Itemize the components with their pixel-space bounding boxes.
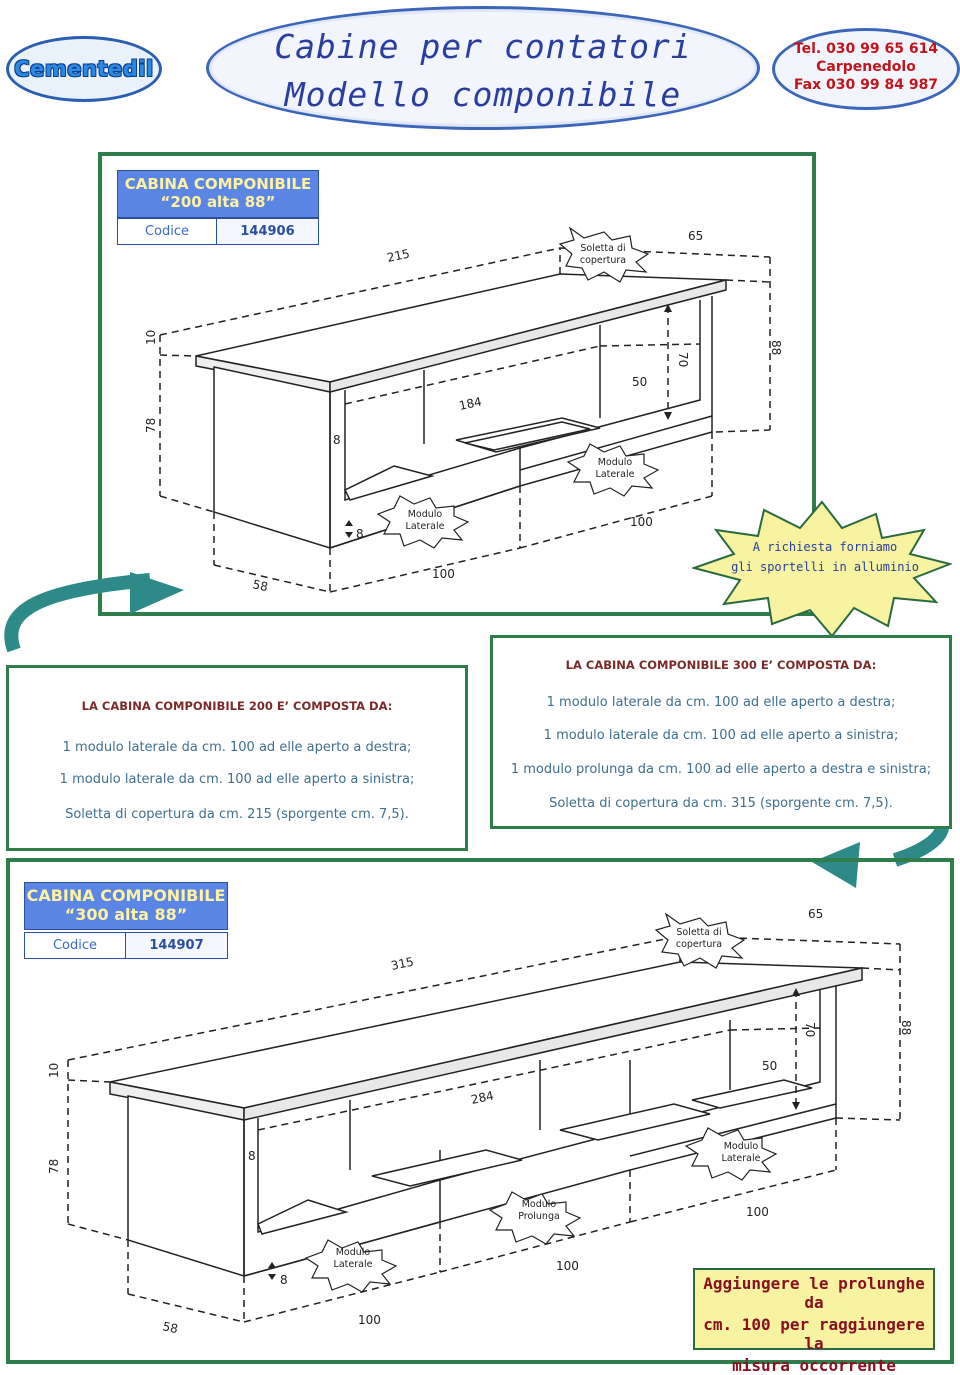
desc-300-line-3: 1 modulo prolunga da cm. 100 ad elle aperto a destra e sinistra; bbox=[510, 762, 932, 777]
desc-200-box bbox=[6, 665, 468, 851]
left-module-face bbox=[214, 367, 330, 548]
starburst-line-2: gli sportelli in alluminio bbox=[731, 560, 919, 574]
desc-200-line-1: 1 modulo laterale da cm. 100 ad elle aperto a destra; bbox=[62, 740, 412, 755]
page-subtitle: Modello componibile bbox=[284, 75, 682, 114]
dim-base-depth: 58 bbox=[251, 577, 270, 595]
dim-300-length: 315 bbox=[389, 954, 416, 973]
phone-number: Tel. 030 99 65 614 bbox=[793, 41, 939, 57]
slab-top bbox=[196, 274, 726, 382]
note-box bbox=[693, 1268, 935, 1375]
dim-300-wall: 8 bbox=[248, 1149, 256, 1163]
dim-300-module-c: 100 bbox=[746, 1205, 769, 1219]
desc-200-line-2: 1 modulo laterale da cm. 100 ad elle aperto a sinistra; bbox=[59, 772, 415, 787]
dim-top-thickness: 10 bbox=[144, 329, 158, 345]
code-label: Codice bbox=[118, 219, 217, 244]
slab-label: Soletta di copertura bbox=[579, 243, 627, 266]
module-side-label-300-1: Modulo Laterale bbox=[721, 1141, 761, 1164]
module-side-label-300-2: Modulo Laterale bbox=[333, 1247, 373, 1270]
dim-300-module-a: 100 bbox=[358, 1313, 381, 1327]
note-line-1: Aggiungere le prolunghe da bbox=[703, 1274, 925, 1312]
dim-inner-depth: 50 bbox=[632, 375, 648, 389]
cabin-300-name: CABINA COMPONIBILE bbox=[26, 886, 226, 905]
dim-inner-height: 70 bbox=[676, 352, 690, 368]
desc-300-box bbox=[490, 635, 952, 829]
dim-300-inner-depth: 50 bbox=[762, 1059, 778, 1073]
left-arrow-head bbox=[130, 572, 184, 614]
module-side-label-1: Modulo Laterale bbox=[595, 457, 635, 480]
dim-module-a: 100 bbox=[432, 567, 455, 581]
note-line-2: cm. 100 per raggiungere la bbox=[703, 1315, 925, 1353]
dim-300-inner-length: 284 bbox=[469, 1088, 496, 1107]
cabin-200-name: CABINA COMPONIBILE bbox=[124, 175, 312, 193]
desc-200-heading: LA CABINA COMPONIBILE 200 E’ COMPOSTA DA: bbox=[81, 699, 393, 713]
city: Carpenedolo bbox=[816, 59, 916, 75]
code-value: 144906 bbox=[217, 219, 318, 244]
dim-body-height: 78 bbox=[144, 417, 158, 433]
dim-depth-top: 65 bbox=[688, 229, 704, 243]
fax-number: Fax 030 99 84 987 bbox=[793, 77, 939, 93]
dim-300-base-depth: 58 bbox=[161, 1319, 180, 1337]
module-side-label-2: Modulo Laterale bbox=[405, 509, 445, 532]
page-title: Cabine per contatori bbox=[274, 27, 692, 66]
left-arrow-curve bbox=[11, 580, 150, 650]
dim-total-height: 88 bbox=[769, 340, 783, 356]
cabin-300-size: “300 alta 88” bbox=[64, 905, 188, 924]
starburst-line-1: A richiesta forniamo bbox=[752, 540, 898, 554]
code-value-300: 144907 bbox=[126, 933, 227, 958]
dim-length: 215 bbox=[385, 246, 412, 265]
desc-300-line-1: 1 modulo laterale da cm. 100 ad elle aperto a destra; bbox=[546, 695, 896, 710]
module-ext-label-300: Modulo Prolunga bbox=[518, 1199, 560, 1222]
dim-module-b: 100 bbox=[630, 515, 653, 529]
dim-300-total-height: 88 bbox=[899, 1020, 913, 1036]
code-label-300: Codice bbox=[25, 933, 126, 958]
cabin-200-size: “200 alta 88” bbox=[160, 193, 276, 211]
dim-300-inner-height: 70 bbox=[803, 1022, 817, 1038]
note-line-3: misura occorrente bbox=[732, 1356, 896, 1375]
desc-300-heading: LA CABINA COMPONIBILE 300 E’ COMPOSTA DA: bbox=[565, 658, 877, 672]
dim-300-top-thickness: 10 bbox=[47, 1062, 61, 1078]
slab-label-300: Soletta di copertura bbox=[675, 927, 723, 950]
desc-300-line-2: 1 modulo laterale da cm. 100 ad elle aperto a sinistra; bbox=[543, 728, 899, 743]
logo-text: Cementedil bbox=[14, 57, 154, 81]
dim-300-module-b: 100 bbox=[556, 1259, 579, 1273]
desc-300-line-4: Soletta di copertura da cm. 315 (sporgente cm. 7,5). bbox=[549, 796, 893, 811]
dim-300-body-height: 78 bbox=[47, 1158, 61, 1174]
desc-200-line-3: Soletta di copertura da cm. 215 (sporgente cm. 7,5). bbox=[65, 807, 409, 822]
dim-300-depth-top: 65 bbox=[808, 907, 824, 921]
dim-inner-length: 184 bbox=[457, 394, 484, 413]
dim-wall: 8 bbox=[333, 433, 341, 447]
dim-300-wall-2: 8 bbox=[280, 1273, 288, 1287]
dim-wall-2: 8 bbox=[356, 527, 364, 541]
